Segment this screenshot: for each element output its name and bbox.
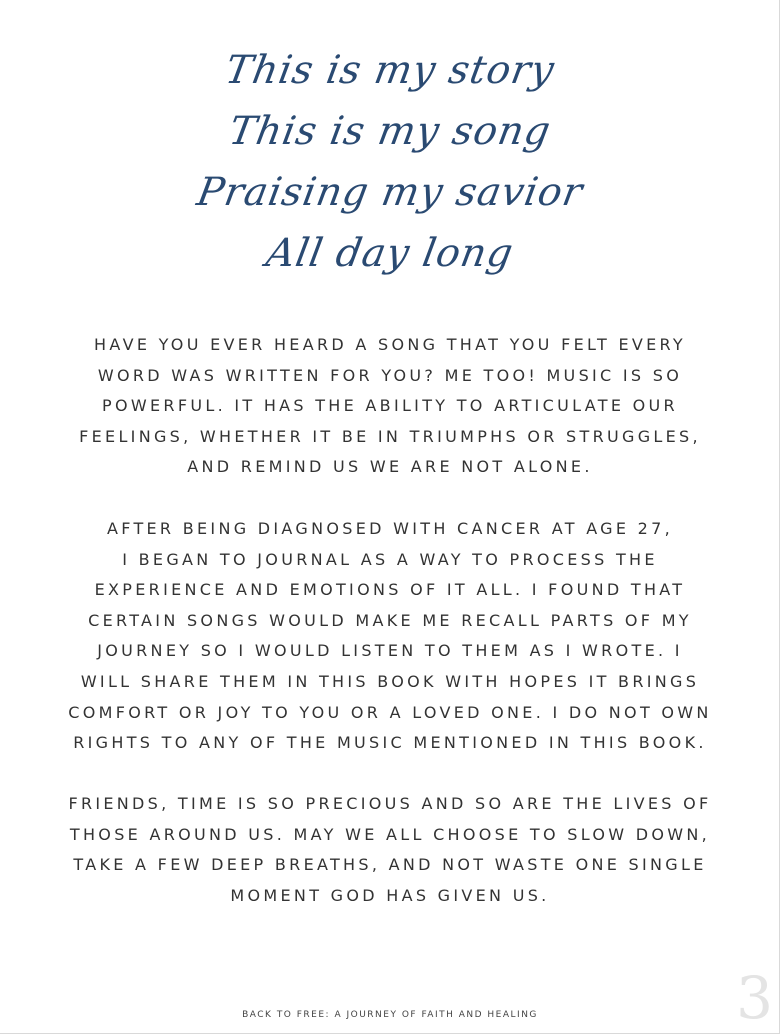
- text-line: MOMENT GOD HAS GIVEN US.: [230, 885, 550, 905]
- text-line: CERTAIN SONGS WOULD MAKE ME RECALL PARTS OF MY: [88, 610, 692, 630]
- lyric-line: This is my story: [221, 48, 559, 93]
- footer-book-title: BACK TO FREE: A JOURNEY OF FAITH AND HEALING: [242, 1010, 538, 1020]
- song-lyrics: [0, 40, 780, 284]
- text-line: WILL SHARE THEM IN THIS BOOK WITH HOPES IT BRINGS: [80, 671, 700, 691]
- paragraph-friends: [0, 789, 780, 911]
- paragraph-journal: [0, 514, 780, 759]
- lyric-line: All day long: [262, 231, 518, 276]
- text-line: RIGHTS TO ANY OF THE MUSIC MENTIONED IN THIS BOOK.: [73, 733, 707, 753]
- text-line: COMFORT OR JOY TO YOU OR A LOVED ONE. I DO NOT OWN: [68, 702, 712, 722]
- text-line: POWERFUL. IT HAS THE ABILITY TO ARTICULATE OUR: [102, 396, 678, 416]
- text-line: HAVE YOU EVER HEARD A SONG THAT YOU FELT EVERY: [94, 335, 686, 354]
- text-line: JOURNEY SO I WOULD LISTEN TO THEM AS I WROTE. I: [97, 641, 683, 661]
- text-line: I BEGAN TO JOURNAL AS A WAY TO PROCESS THE: [122, 549, 658, 569]
- text-line: WORD WAS WRITTEN FOR YOU? ME TOO! MUSIC IS SO: [97, 365, 683, 385]
- text-line: FEELINGS, WHETHER IT BE IN TRIUMPHS OR STRUGGLES,: [79, 426, 701, 446]
- text-line: TAKE A FEW DEEP BREATHS, AND NOT WASTE ONE SINGLE: [73, 855, 707, 875]
- text-line: THOSE AROUND US. MAY WE ALL CHOOSE TO SLOW DOWN,: [69, 824, 711, 844]
- page-number: 3: [736, 964, 773, 1032]
- text-line: EXPERIENCE AND EMOTIONS OF IT ALL. I FOUND THAT: [94, 580, 686, 600]
- text-line: AND REMIND US WE ARE NOT ALONE.: [187, 457, 593, 477]
- lyric-line: This is my song: [225, 109, 555, 154]
- text-line: FRIENDS, TIME IS SO PRECIOUS AND SO ARE THE LIVES OF: [68, 794, 712, 813]
- text-line: AFTER BEING DIAGNOSED WITH CANCER AT AGE 27,: [106, 519, 673, 538]
- lyric-line: Praising my savior: [193, 170, 587, 215]
- paragraph-music: [0, 330, 780, 483]
